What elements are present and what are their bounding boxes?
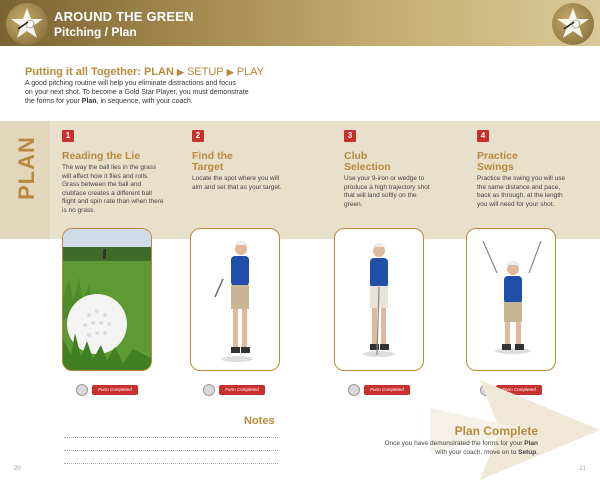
step-title: Practice Swings (477, 150, 518, 173)
checkbox[interactable] (203, 384, 215, 396)
intro-heading (25, 66, 264, 78)
notes-line[interactable] (64, 450, 278, 451)
plan-complete-title: Plan Complete (454, 424, 538, 438)
golf-ball-photo (62, 228, 152, 371)
step-2 (192, 130, 312, 192)
step-number: 1 (62, 130, 74, 142)
step-text: The way the ball lies in the grass will affect how it flies and rolls. Grass between the ball and clubface creates a different ball flight and spin rate than when there is no grass. (62, 164, 164, 214)
notes-line[interactable] (64, 463, 278, 464)
step-3 (344, 130, 464, 209)
complete-text-part: . (536, 449, 538, 456)
page-number-left: 20 (14, 466, 21, 472)
plan-complete-text (338, 439, 538, 457)
form-completed-label: Form Completed (364, 385, 410, 395)
intro-heading-main: Putting it all Together: PLAN (25, 66, 174, 78)
intro-line: the forms for your (25, 98, 82, 105)
checkbox[interactable] (76, 384, 88, 396)
golfer-photo-club (334, 228, 424, 371)
chevron-arrow-graphic (300, 380, 600, 480)
step-text: Locate the spot where you will aim and set that as your target. (192, 175, 282, 191)
page-subtitle: Pitching / Plan (54, 25, 137, 39)
form-completed-label: Form Completed (496, 385, 542, 395)
form-completed-label: Form Completed (92, 385, 138, 395)
complete-text-part: with your coach, move on to (435, 449, 519, 456)
step-number: 2 (192, 130, 204, 142)
step-4 (477, 130, 597, 209)
complete-setup-bold: Setup (518, 449, 537, 456)
step-text: Use your 9-iron or wedge to produce a high trajectory shot that will land softly on the green. (344, 175, 430, 208)
step-title: Club Selection (344, 150, 391, 173)
golfer-photo-target (190, 228, 280, 371)
step-1 (62, 130, 182, 215)
complete-plan-bold: Plan (524, 440, 538, 447)
golf-star-icon (552, 3, 594, 45)
page-number-right: 21 (579, 466, 586, 472)
step-text: Practice the swing you will use the same distance and pace, back as through, at the length you will need for your shot. (477, 175, 566, 208)
intro-line: on your next shot. To become a Gold Star Player, you must demonstrate (25, 89, 249, 96)
section-label: PLAN (14, 136, 39, 200)
golfer-photo-swing (466, 228, 556, 371)
notes-title: Notes (244, 415, 275, 427)
step-number: 3 (344, 130, 356, 142)
form-completed-label: Form Completed (219, 385, 265, 395)
intro-line: , in sequence, with your coach. (96, 98, 193, 105)
notes-line[interactable] (64, 437, 278, 438)
step-title: Reading the Lie (62, 150, 141, 162)
intro-step-play: PLAY (236, 66, 264, 78)
step-number: 4 (477, 130, 489, 142)
step-title: Find the Target (192, 150, 233, 173)
complete-text-part: Once you have demonstrated the forms for your (384, 440, 525, 447)
intro-line: A good pitching routine will help you eliminate distractions and focus (25, 80, 236, 87)
golf-star-icon (6, 3, 48, 45)
play-arrow-icon: ▶ (226, 67, 234, 77)
intro-step-setup: SETUP (186, 66, 224, 78)
intro-plan-bold: Plan (81, 98, 97, 105)
play-arrow-icon: ▶ (176, 67, 184, 77)
intro-body (25, 79, 355, 106)
page-title: AROUND THE GREEN (54, 9, 194, 24)
